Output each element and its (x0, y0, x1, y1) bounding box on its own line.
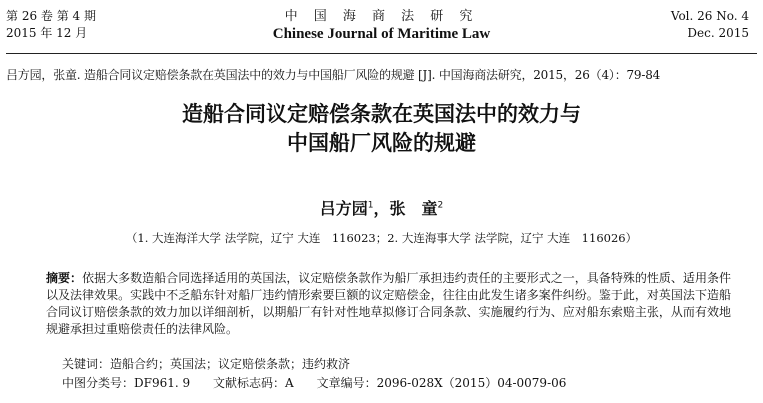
journal-header (0, 6, 763, 50)
doc-code-value: A (285, 376, 294, 390)
header-right (671, 8, 749, 42)
author-line (0, 196, 763, 219)
title-line-1: 造船合同议定赔偿条款在英国法中的效力与 (182, 102, 581, 126)
article-title (0, 100, 763, 158)
article-no-value: 2096-028X（2015）04-0079-06 (376, 376, 567, 390)
doc-code-label: 文献标志码： (213, 376, 286, 390)
author-2-affil-mark: 2 (437, 200, 444, 211)
citation-line: 吕方园，张童. 造船合同议定赔偿条款在英国法中的效力与中国船厂风险的规避 [J]. 中国海商法研究，2015，26（4）：79-84 (6, 68, 661, 82)
affiliations: （1. 大连海洋大学 法学院，辽宁 大连 116023；2. 大连海事大学 法学院，辽宁 大连 116026） (125, 231, 638, 245)
date-en: Dec. 2015 (687, 26, 749, 40)
header-center (0, 8, 763, 43)
author-separator: ， (373, 199, 390, 218)
author-1-affil-mark: 1 (367, 200, 374, 211)
journal-name-cn: 中 国 海 商 法 研 究 (284, 9, 479, 24)
keywords-label: 关键词： (62, 357, 111, 371)
title-line-2: 中国船厂风险的规避 (287, 131, 476, 155)
author-1: 吕方园 (319, 199, 368, 218)
article-no-label: 文章编号： (316, 376, 377, 390)
header-rule (6, 53, 757, 54)
volume-issue-en: Vol. 26 No. 4 (670, 9, 749, 23)
classification-line (62, 374, 566, 391)
clc-value: DF961. 9 (134, 376, 191, 390)
author-2: 张 童 (389, 199, 438, 218)
keywords-text: 造船合约；英国法；议定赔偿条款；违约救济 (110, 357, 351, 371)
date-cn: 2015 年 12 月 (6, 26, 88, 40)
clc-label: 中图分类号： (62, 376, 135, 390)
abstract-text: 依据大多数造船合同选择适用的英国法，议定赔偿条款作为船厂承担违约责任的主要形式之一，具备特殊的性质、适用条件以及法律效果。实践中不乏船东针对船厂违约情形索要巨额的议定赔偿金，往往由此发生诸多案件纠纷。鉴于此，对英国法下造船合同议订赔偿条款的效力加以详细剖析，以期船厂有针对性地草拟修订合同条款、实施履约行为、应对船东索赔主张，从而有效地规避承担过重赔偿责任的法律风险。 (46, 271, 731, 336)
abstract (46, 270, 731, 338)
volume-issue-cn: 第 26 卷 第 4 期 (6, 9, 96, 23)
abstract-label: 摘要： (46, 271, 83, 285)
keywords (62, 355, 350, 372)
journal-name-en: Chinese Journal of Maritime Law (272, 26, 491, 42)
